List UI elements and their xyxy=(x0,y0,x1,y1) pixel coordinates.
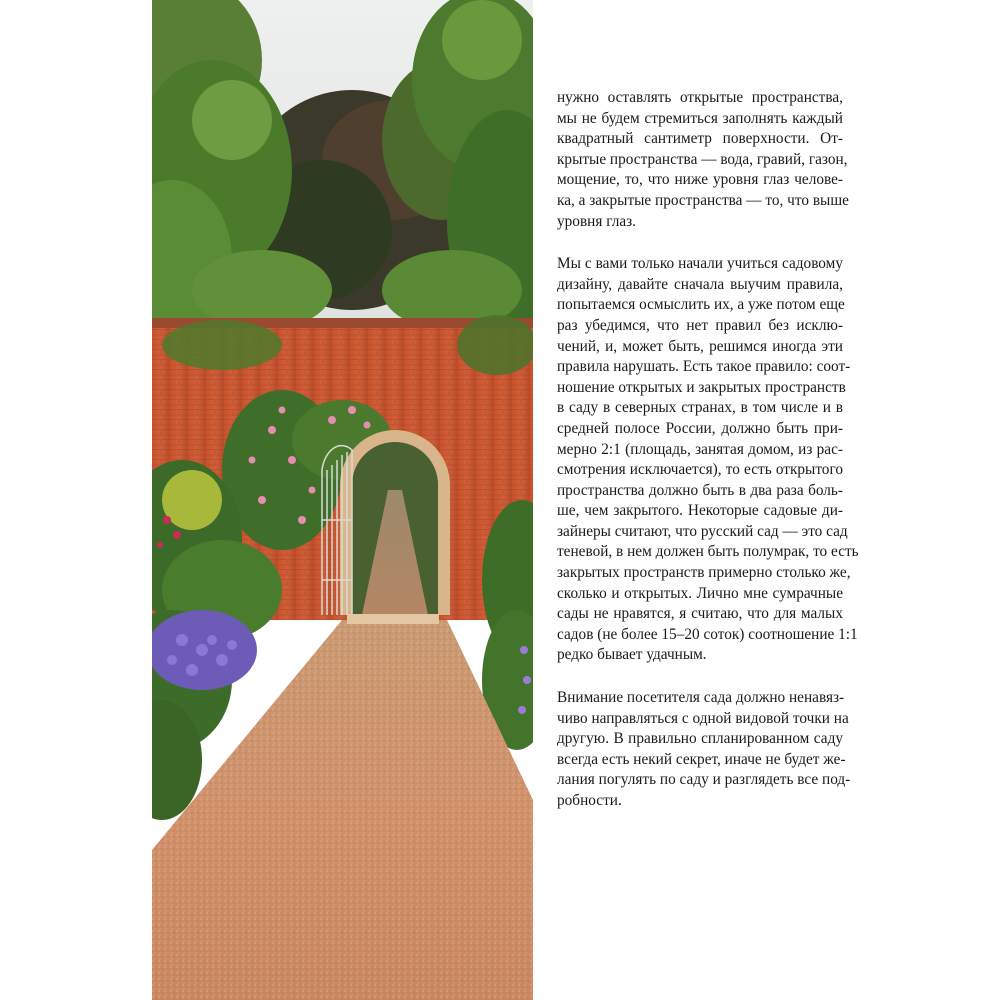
text-line: сколько и открытых. Лично мне сумрачные xyxy=(557,584,843,602)
text-line: нужно оставлять открытые пространства, xyxy=(557,89,843,106)
text-line: другую. В правильно спланированном саду xyxy=(557,730,843,748)
paragraph-2 xyxy=(557,254,859,666)
text-line: дизайну, давайте сначала выучим правила, xyxy=(557,275,843,293)
text-line: мощение, то, что ниже уровня глаз челове- xyxy=(557,171,843,189)
text-line: Мы с вами только начали учиться садовому xyxy=(557,255,843,273)
text-line: ше, чем закрытого. Некоторые садовые ди- xyxy=(557,502,843,520)
paragraph-1 xyxy=(557,88,849,232)
text-line: квадратный сантиметр поверхности. От- xyxy=(557,130,843,148)
text-line: ка, а закрытые пространства — то, что выше xyxy=(557,191,849,209)
text-line: чиво направляться с одной видовой точки на xyxy=(557,709,849,727)
text-line: средней полосе России, должно быть при- xyxy=(557,419,843,437)
text-line: мерно 2:1 (площадь, занятая домом, из рас- xyxy=(557,440,843,458)
text-line: правила нарушать. Есть такое правило: соот- xyxy=(557,358,851,376)
text-line: ношение открытых и закрытых пространств xyxy=(557,378,846,396)
text-line: редко бывает удачным. xyxy=(557,646,707,664)
text-line: лания погулять по саду и разглядеть все под- xyxy=(557,771,851,789)
garden-archway-photo xyxy=(152,0,533,1000)
text-line: чений, и, может быть, решимся иногда эти xyxy=(557,337,843,355)
text-line: теневой, в нем должен быть полумрак, то есть xyxy=(557,543,859,561)
text-line: закрытых пространств примерно столько же, xyxy=(557,564,851,582)
text-line: смотрения исключается), то есть открытого xyxy=(557,461,843,479)
text-line: мы не будем стремиться заполнять каждый xyxy=(557,109,843,127)
text-line: крытые пространства — вода, гравий, газон, xyxy=(557,150,848,168)
paragraph-3 xyxy=(557,688,851,812)
text-line: попытаемся осмыслить их, а уже потом еще xyxy=(557,296,845,314)
text-line: пространства должно быть в два раза боль- xyxy=(557,481,843,499)
text-line: всегда есть некий секрет, иначе не будет же- xyxy=(557,750,846,768)
text-line: в саду в северных странах, в том числе и в xyxy=(557,399,843,417)
article-body xyxy=(557,88,859,834)
text-line: Внимание посетителя сада должно ненавяз- xyxy=(557,689,845,707)
text-line: зайнеры считают, что русский сад — это сад xyxy=(557,522,848,540)
text-line: раз убедимся, что нет правил без исклю- xyxy=(557,316,843,334)
garden-photo-illustration xyxy=(152,0,533,1000)
text-line: садов (не более 15–20 соток) соотношение 1:1 xyxy=(557,625,858,643)
text-line: сады не нравятся, я считаю, что для малых xyxy=(557,605,843,623)
text-line: робности. xyxy=(557,792,622,809)
text-line: уровня глаз. xyxy=(557,212,637,230)
